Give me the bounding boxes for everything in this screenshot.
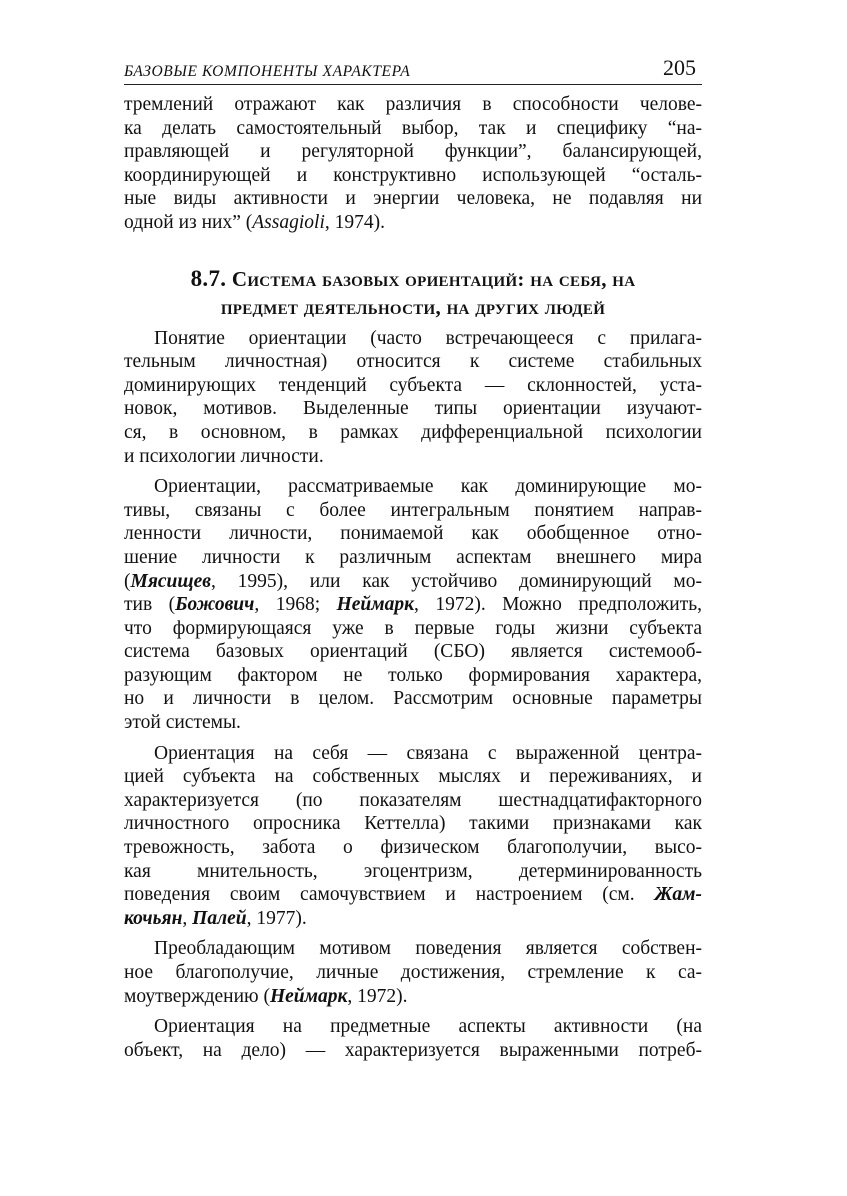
citation-author: кочьян bbox=[124, 907, 183, 929]
text-line: тревожность, забота о физическом благополучии, высо- bbox=[124, 837, 702, 859]
text-line: ное благополучие, личные достижения, стремление к са- bbox=[124, 962, 702, 983]
text-line bbox=[124, 883, 702, 907]
text-line: личностного опросника Кеттелла) такими признаками как bbox=[124, 813, 702, 835]
text-line: разующим фактором не только формирования характера, bbox=[124, 664, 702, 686]
citation-author: Палей bbox=[192, 907, 247, 929]
text-line: доминирующих тенденций субъекта — склонностей, уста- bbox=[124, 374, 702, 396]
text-line: этой системы. bbox=[124, 712, 241, 734]
text-line bbox=[124, 907, 702, 931]
text-fragment: тив ( bbox=[124, 594, 176, 616]
text-line bbox=[124, 593, 702, 617]
text-fragment: моутверждению ( bbox=[124, 985, 270, 1007]
paragraph-orientation-concept bbox=[124, 327, 702, 469]
text-fragment: , 1974). bbox=[324, 211, 385, 233]
paragraph-self-orientation bbox=[124, 742, 702, 931]
text-line: ка делать самостоятельный выбор, так и специфику “на- bbox=[124, 117, 702, 139]
text-line: координирующей и конструктивно использующей “осталь- bbox=[124, 164, 702, 186]
section-heading bbox=[124, 265, 702, 321]
text-fragment: одной из них” ( bbox=[124, 211, 253, 233]
section-heading-line bbox=[124, 265, 702, 293]
text-fragment: ( bbox=[124, 570, 131, 592]
text-line: что формирующаяся уже в первые годы жизни субъекта bbox=[124, 617, 702, 639]
text-line: но и личности в целом. Рассмотрим основные параметры bbox=[124, 688, 702, 710]
text-line: тремлений отражают как различия в способности челове- bbox=[124, 94, 702, 115]
text-line: объект, на дело) — характеризуется выраженными потреб- bbox=[124, 1039, 702, 1061]
citation-author: Жам- bbox=[654, 884, 702, 906]
text-line: Ориентация на себя — связана с выраженной центра- bbox=[154, 742, 702, 764]
text-line bbox=[124, 211, 702, 235]
running-title: БАЗОВЫЕ КОМПОНЕНТЫ ХАРАКТЕРА bbox=[124, 63, 411, 80]
text-line: система базовых ориентаций (СБО) является системооб- bbox=[124, 641, 702, 663]
paragraph-orientations-motives bbox=[124, 475, 702, 735]
citation-author: Божович bbox=[175, 594, 255, 616]
intro-paragraph bbox=[124, 93, 702, 235]
section-title-part: Система базовых ориентаций: на себя, на bbox=[231, 266, 636, 291]
text-line: ные виды активности и энергии человека, не подавляя ни bbox=[124, 188, 702, 210]
text-line: новок, мотивов. Выделенные типы ориентации изучают- bbox=[124, 398, 702, 420]
text-fragment: поведения своим самочувствием и настроением (см. bbox=[124, 884, 655, 906]
text-line: и психологии личности. bbox=[124, 445, 324, 467]
text-line: кая мнительность, эгоцентризм, детерминированность bbox=[124, 860, 702, 882]
page-number: 205 bbox=[663, 55, 696, 80]
text-fragment: , 1968; bbox=[254, 594, 337, 616]
text-line: ленности личности, понимаемой как обобщенное отно- bbox=[124, 523, 702, 545]
text-line: цией субъекта на собственных мыслях и переживаниях, и bbox=[124, 766, 702, 788]
text-line: характеризуется (по показателям шестнадцатифакторного bbox=[124, 789, 702, 811]
text-fragment: , bbox=[182, 907, 193, 929]
text-fragment: , 1972). bbox=[347, 985, 408, 1007]
text-line: тивы, связаны с более интегральным понятием направ- bbox=[124, 499, 702, 521]
text-fragment: , 1977). bbox=[246, 907, 307, 929]
text-fragment: , 1995), или как устойчиво доминирующий мо- bbox=[211, 570, 702, 592]
book-page bbox=[124, 52, 702, 1062]
section-number: 8.7. bbox=[190, 265, 227, 291]
text-line: Ориентации, рассматриваемые как доминирующие мо- bbox=[154, 476, 702, 498]
citation-author: Мясищев bbox=[130, 570, 211, 592]
text-line: шение личности к различным аспектам внешнего мира bbox=[124, 546, 702, 568]
section-heading-line: предмет деятельности, на других людей bbox=[220, 294, 606, 319]
paragraph-object-orientation bbox=[124, 1015, 702, 1062]
text-line: Понятие ориентации (часто встречающееся с прилага- bbox=[154, 327, 702, 349]
text-line bbox=[124, 985, 702, 1009]
text-line: Преобладающим мотивом поведения является собствен- bbox=[154, 938, 702, 960]
citation-author: Неймарк bbox=[269, 985, 348, 1007]
running-head bbox=[124, 52, 702, 85]
text-fragment: , 1972). Можно предположить, bbox=[414, 594, 702, 616]
citation-author: Assagioli bbox=[252, 211, 325, 233]
text-line bbox=[124, 570, 702, 594]
citation-author: Неймарк bbox=[336, 594, 414, 616]
paragraph-motive bbox=[124, 937, 702, 1008]
text-line: правляющей и регуляторной функции”, балансирующей, bbox=[124, 141, 702, 163]
text-line: Ориентация на предметные аспекты активности (на bbox=[154, 1016, 702, 1038]
text-line: ся, в основном, в рамках дифференциальной психологии bbox=[124, 421, 702, 443]
text-line: тельным личностная) относится к системе стабильных bbox=[124, 351, 702, 373]
